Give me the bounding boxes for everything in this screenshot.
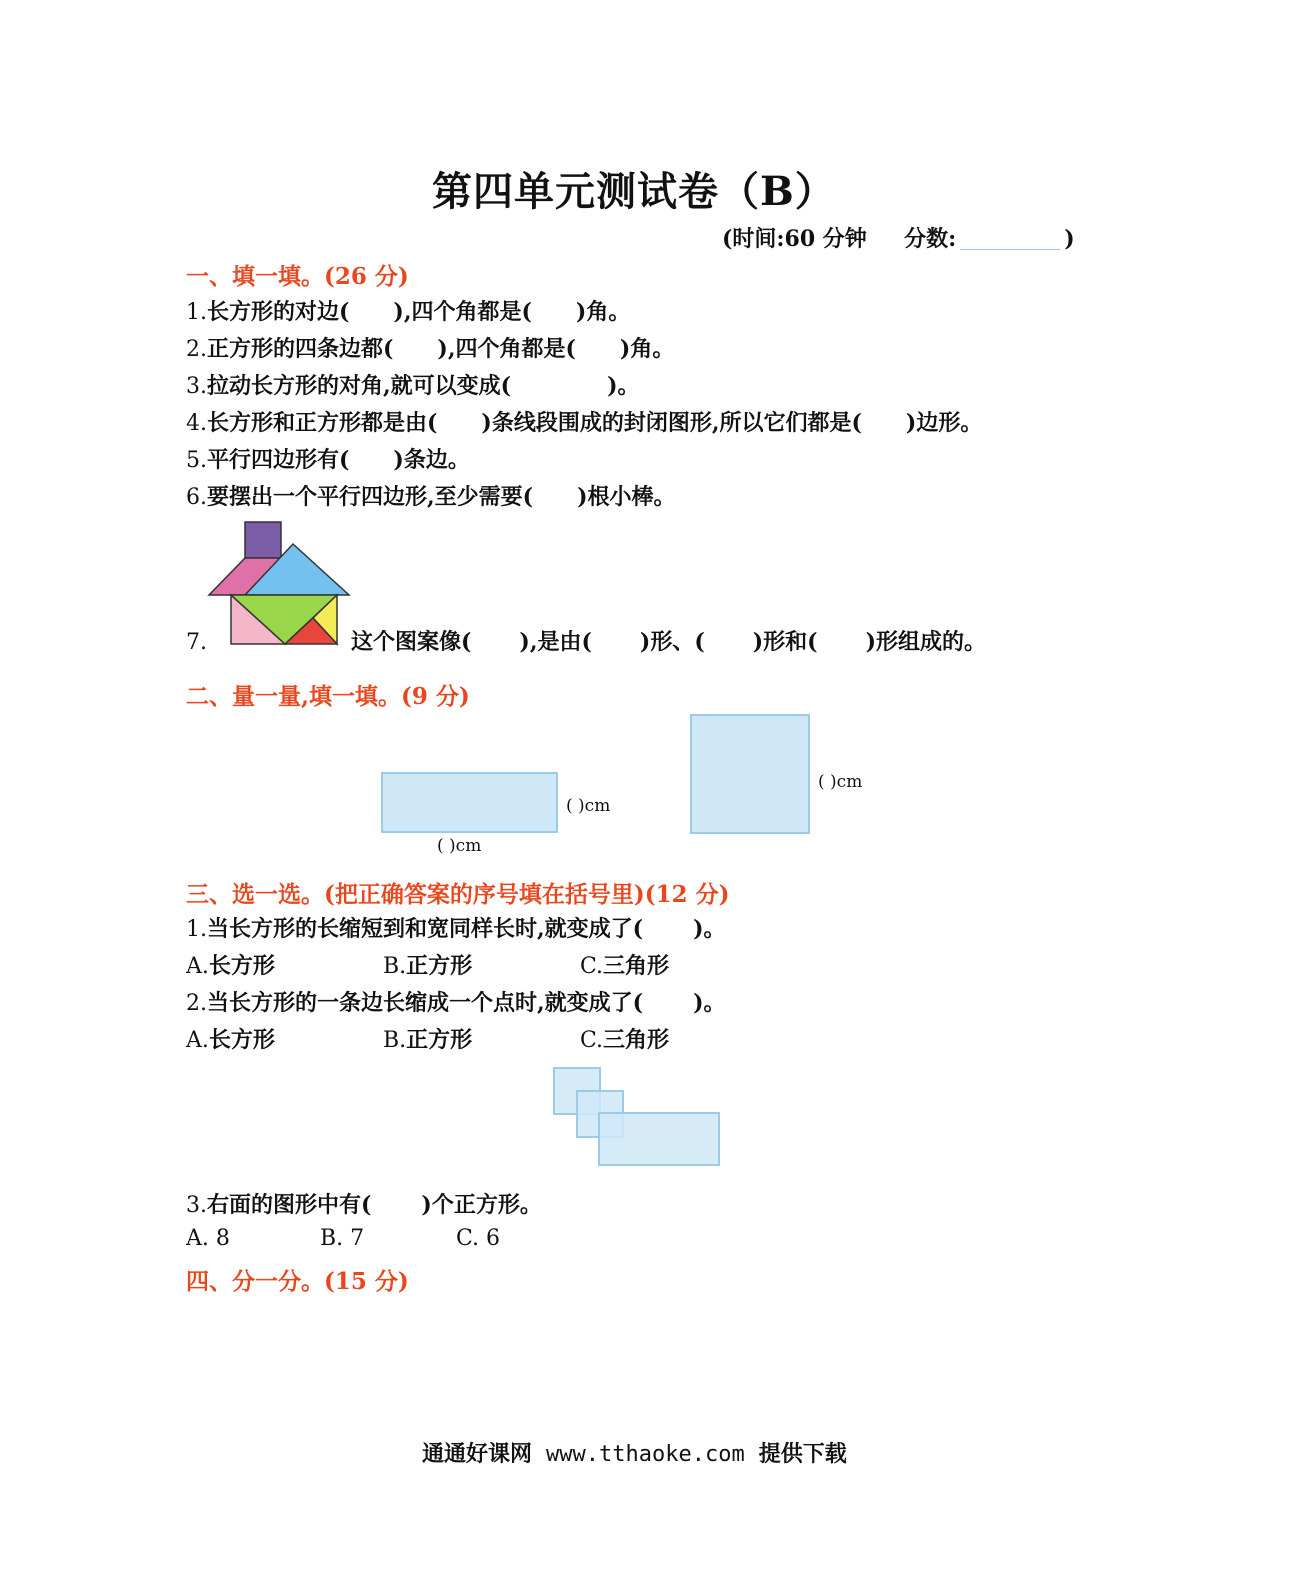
choose-question-1 [186, 912, 726, 943]
question-number: 7. [186, 630, 207, 655]
question-text: ),四个角都是( [393, 299, 532, 325]
question-text: 要摆出一个平行四边形,至少需要( [207, 484, 534, 510]
question-number: 6. [186, 485, 207, 510]
chimney-square [245, 522, 281, 558]
measure-square [690, 714, 810, 834]
fill-question-4 [186, 406, 982, 437]
choice-option-a[interactable]: A. 8 [186, 1226, 230, 1251]
score-blank[interactable] [960, 227, 1060, 250]
choice-option-b[interactable] [383, 1023, 472, 1054]
question-text: )条线段围成的封闭图形,所以它们都是( [481, 410, 862, 436]
question-text: )形和( [752, 629, 818, 655]
option-letter: A. [186, 1028, 209, 1053]
question-text: )形组成的。 [865, 629, 986, 655]
choice-option-a[interactable] [186, 949, 275, 980]
question-text: 这个图案像( [351, 629, 472, 655]
question-number: 4. [186, 411, 207, 436]
question-text: )边形。 [905, 410, 983, 436]
choice-option-b[interactable]: B. 7 [320, 1226, 365, 1251]
page-title: 第四单元测试卷（B） [432, 168, 836, 215]
question-text: )角。 [575, 299, 631, 325]
option-text: 三角形 [603, 1027, 670, 1053]
option-text: 三角形 [603, 953, 670, 979]
fill-question-2 [186, 332, 674, 363]
section-2-heading: 二、量一量,填一填。(9 分) [186, 683, 470, 710]
question-number: 1. [186, 300, 207, 325]
question-text: 当长方形的长缩短到和宽同样长时,就变成了( [207, 916, 644, 942]
option-letter: B. [383, 1028, 407, 1053]
option-letter: B. [383, 954, 407, 979]
question-number: 3. [186, 1193, 207, 1218]
question-text: 平行四边形有( [207, 447, 350, 473]
question-text: 拉动长方形的对角,就可以变成( [207, 373, 512, 399]
rectangle-length-answer[interactable]: ( )cm [437, 836, 482, 856]
question-text: )角。 [619, 336, 675, 362]
footer-url[interactable]: www.tthaoke.com [546, 1442, 745, 1467]
question-text: 正方形的四条边都( [207, 336, 394, 362]
section-1-heading: 一、填一填。(26 分) [186, 263, 409, 290]
choice-option-c[interactable]: C. 6 [456, 1226, 501, 1251]
choice-option-a[interactable] [186, 1023, 275, 1054]
fill-question-5 [186, 443, 470, 474]
footer-action: 提供下载 [758, 1441, 847, 1467]
question-text: )条边。 [393, 447, 470, 473]
option-text: 正方形 [406, 953, 473, 979]
option-letter: A. [186, 954, 209, 979]
square-side-answer[interactable]: ( )cm [818, 772, 863, 792]
question-number: 5. [186, 448, 207, 473]
choose-question-2 [186, 986, 726, 1017]
option-letter: C. [580, 954, 604, 979]
meta-close: ) [1064, 226, 1075, 252]
question-text: 长方形的对边( [207, 299, 350, 325]
option-text: 长方形 [208, 953, 275, 979]
question-text: 长方形和正方形都是由( [207, 410, 438, 436]
question-number: 2. [186, 991, 207, 1016]
choice-option-c[interactable] [580, 949, 669, 980]
section-4-heading: 四、分一分。(15 分) [186, 1268, 409, 1295]
choice-option-c[interactable] [580, 1023, 669, 1054]
fill-question-6 [186, 480, 676, 511]
question-text: )。 [693, 916, 726, 942]
fill-question-1 [186, 295, 630, 326]
question-number: 2. [186, 337, 207, 362]
option-letter: C. [580, 1028, 604, 1053]
question-text: 右面的图形中有( [207, 1192, 372, 1218]
measure-rectangle [381, 772, 558, 833]
fill-question-7 [186, 625, 986, 656]
question-text: )。 [693, 990, 726, 1016]
option-text: 正方形 [406, 1027, 473, 1053]
question-text: ),是由( [519, 629, 592, 655]
overlapping-squares-figure [550, 1064, 722, 1168]
question-number: 1. [186, 917, 207, 942]
test-meta [722, 222, 1075, 253]
footer-site: 通通好课网 [422, 1441, 533, 1467]
choose-question-3 [186, 1188, 542, 1219]
page-footer [422, 1437, 847, 1468]
question-text: )形、( [639, 629, 705, 655]
question-text: ),四个角都是( [437, 336, 576, 362]
score-label: 分数: [904, 226, 957, 252]
option-text: 长方形 [208, 1027, 275, 1053]
question-text: )根小棒。 [577, 484, 676, 510]
question-number: 3. [186, 374, 207, 399]
choice-option-b[interactable] [383, 949, 472, 980]
section-3-heading: 三、选一选。(把正确答案的序号填在括号里)(12 分) [186, 881, 730, 908]
rectangle-large [599, 1113, 719, 1165]
time-label: (时间:60 分钟 [722, 226, 867, 252]
rectangle-width-answer[interactable]: ( )cm [566, 796, 611, 816]
fill-question-3 [186, 369, 640, 400]
question-text: 当长方形的一条边长缩成一个点时,就变成了( [207, 990, 644, 1016]
question-text: )个正方形。 [421, 1192, 542, 1218]
question-text: )。 [607, 373, 640, 399]
